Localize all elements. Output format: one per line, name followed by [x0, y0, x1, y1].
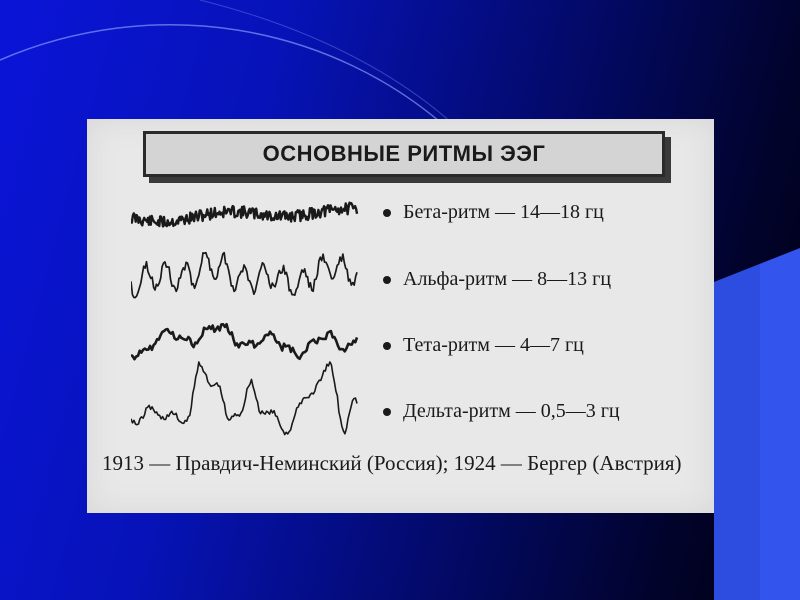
rhythm-item-beta [383, 201, 604, 224]
rhythm-label: Тета-ритм — 4—7 гц [403, 334, 584, 356]
bullet-icon [383, 342, 391, 350]
rhythm-label: Бета-ритм — 14—18 гц [403, 201, 604, 223]
rhythm-item-theta [383, 334, 584, 357]
rhythm-label: Альфа-ритм — 8—13 гц [403, 268, 612, 290]
history-caption: 1913 — Правдич-Неминский (Россия); 1924 — Бергер (Австрия) [102, 451, 682, 475]
bullet-icon [383, 209, 391, 217]
bullet-icon [383, 276, 391, 284]
theta-wave-trace [131, 324, 357, 359]
panel-title-box [143, 131, 665, 177]
eeg-rhythms-panel [87, 119, 714, 513]
alpha-wave-trace [131, 253, 357, 298]
rhythm-item-delta [383, 400, 620, 423]
rhythm-label: Дельта-ритм — 0,5—3 гц [403, 400, 620, 422]
beta-wave-trace [131, 203, 357, 227]
accent-shape-shadow [714, 264, 760, 600]
eeg-waveforms [131, 185, 371, 455]
panel-title: ОСНОВНЫЕ РИТМЫ ЭЭГ [262, 141, 546, 166]
bullet-icon [383, 408, 391, 416]
delta-wave-trace [131, 362, 357, 435]
rhythm-item-alpha [383, 268, 611, 291]
